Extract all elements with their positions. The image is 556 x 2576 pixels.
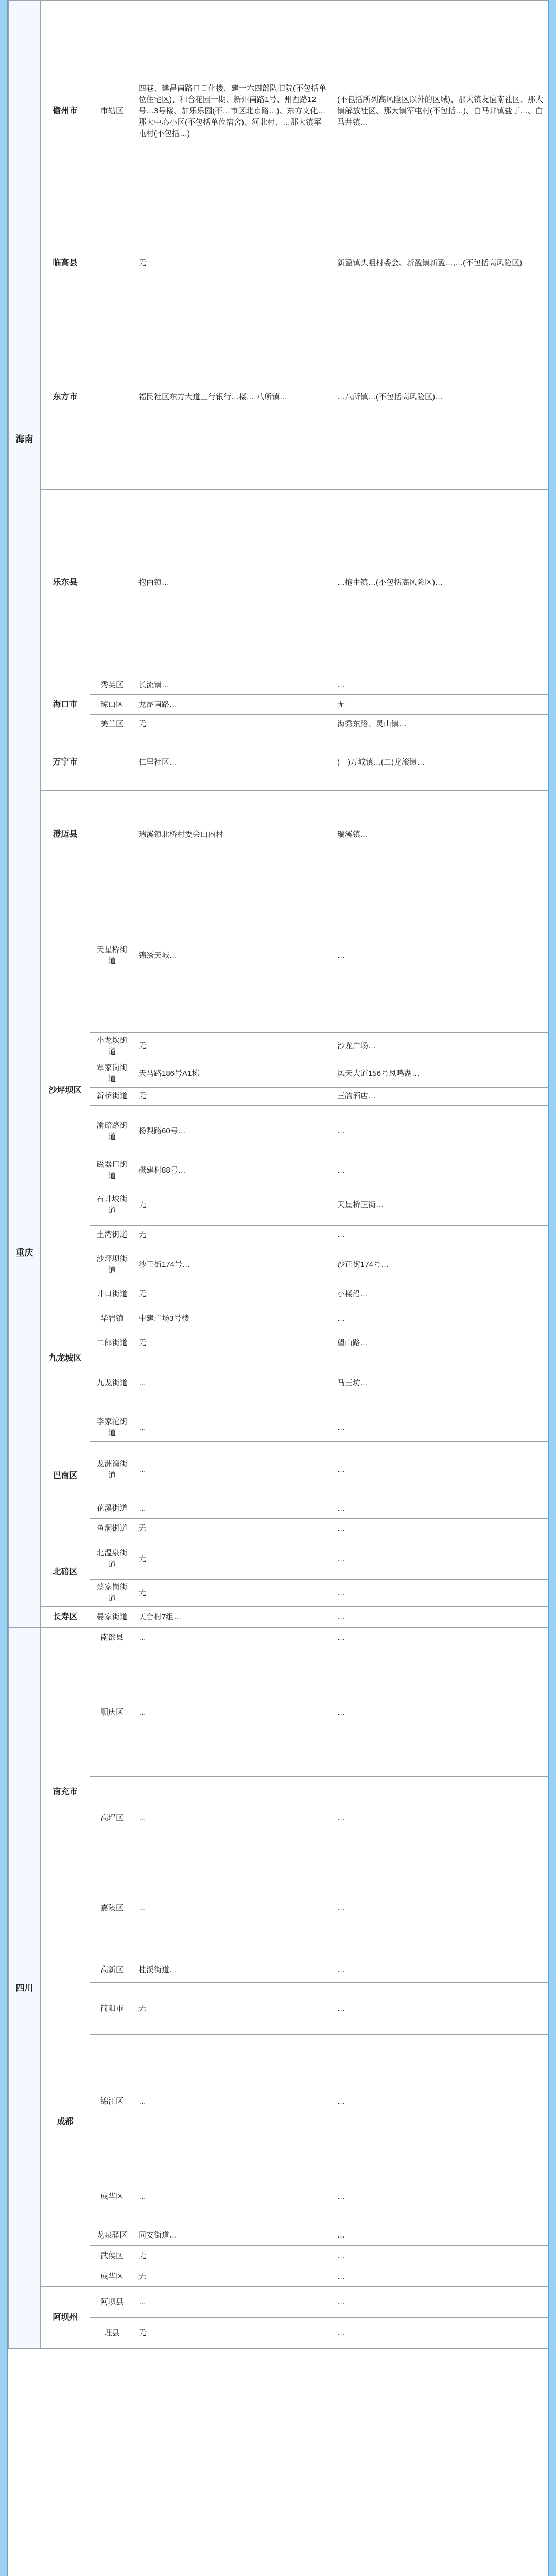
low-risk-cell: … xyxy=(333,1442,548,1498)
high-risk-cell: 无 xyxy=(134,1226,333,1244)
table-row xyxy=(9,715,548,734)
district-cell: 南部县 xyxy=(90,1628,134,1648)
district-cell xyxy=(90,734,134,791)
high-risk-cell: 无 xyxy=(134,2266,333,2287)
low-risk-cell: 沙龙广场… xyxy=(333,1033,548,1060)
table-row xyxy=(9,2225,548,2246)
high-risk-cell: … xyxy=(134,1648,333,1777)
table-row xyxy=(9,1648,548,1777)
low-risk-cell: … xyxy=(333,1538,548,1580)
district-cell: 顺庆区 xyxy=(90,1648,134,1777)
district-cell: 天星桥街道 xyxy=(90,878,134,1033)
high-risk-cell: … xyxy=(134,2287,333,2318)
high-risk-cell: 桂溪街道… xyxy=(134,1957,333,1983)
low-risk-cell: 无 xyxy=(333,695,548,715)
district-cell: 秀英区 xyxy=(90,675,134,695)
table-row xyxy=(9,2287,548,2318)
district-cell: 覃家岗街道 xyxy=(90,1060,134,1088)
district-cell: 蔡家岗街道 xyxy=(90,1580,134,1607)
table-row xyxy=(9,1352,548,1414)
high-risk-cell: 仁里社区… xyxy=(134,734,333,791)
city-cell: 乐东县 xyxy=(41,490,90,675)
table-row xyxy=(9,1033,548,1060)
district-cell: 小龙坎街道 xyxy=(90,1033,134,1060)
low-risk-cell: … xyxy=(333,1648,548,1777)
low-risk-cell: 沙正街174号… xyxy=(333,1244,548,1285)
high-risk-cell: … xyxy=(134,1498,333,1519)
district-cell: 龙洲湾街道 xyxy=(90,1442,134,1498)
low-risk-cell: 凤天大道156号凤鸣湖… xyxy=(333,1060,548,1088)
city-cell: 九龙坡区 xyxy=(41,1303,90,1414)
table-row xyxy=(9,1226,548,1244)
district-cell: 高坪区 xyxy=(90,1777,134,1859)
city-cell: 长寿区 xyxy=(41,1607,90,1628)
table-row xyxy=(9,1334,548,1352)
city-cell: 澄迈县 xyxy=(41,791,90,878)
district-cell: 新桥街道 xyxy=(90,1088,134,1106)
high-risk-cell: … xyxy=(134,1352,333,1414)
district-cell: 高新区 xyxy=(90,1957,134,1983)
table-row xyxy=(9,1607,548,1628)
high-risk-cell: 杨梨路60号… xyxy=(134,1106,333,1157)
table-row xyxy=(9,791,548,878)
province-cell: 海南 xyxy=(9,1,41,878)
city-cell: 临高县 xyxy=(41,222,90,304)
low-risk-cell: (不包括所列高风险区以外的区域)、那大镇友谊南社区、那大镇解放社区、那大镇军屯村(不包括…)、白马井镇盐丁…、白马井镇… xyxy=(333,1,548,222)
high-risk-cell: … xyxy=(134,2168,333,2225)
low-risk-cell: … xyxy=(333,2225,548,2246)
high-risk-cell: 磁建村88号… xyxy=(134,1157,333,1184)
low-risk-cell: 天星桥正街… xyxy=(333,1184,548,1226)
district-cell: 市辖区 xyxy=(90,1,134,222)
high-risk-cell: 长流镇… xyxy=(134,675,333,695)
province-cell: 重庆 xyxy=(9,878,41,1628)
high-risk-cell: … xyxy=(134,1442,333,1498)
high-risk-cell: … xyxy=(134,1777,333,1859)
table-row xyxy=(9,304,548,490)
district-cell: 九龙街道 xyxy=(90,1352,134,1414)
low-risk-cell: … xyxy=(333,1519,548,1538)
table-row xyxy=(9,1303,548,1334)
low-risk-cell: … xyxy=(333,1777,548,1859)
table-row xyxy=(9,1580,548,1607)
high-risk-cell: 无 xyxy=(134,2246,333,2266)
low-risk-cell: … xyxy=(333,1303,548,1334)
district-cell: 武侯区 xyxy=(90,2246,134,2266)
high-risk-cell: 无 xyxy=(134,1983,333,2035)
district-cell xyxy=(90,791,134,878)
table-row xyxy=(9,1414,548,1442)
high-risk-cell: … xyxy=(134,1628,333,1648)
table-row xyxy=(9,1983,548,2035)
district-cell: 嘉陵区 xyxy=(90,1859,134,1957)
high-risk-cell: 无 xyxy=(134,1184,333,1226)
district-cell: 华岩镇 xyxy=(90,1303,134,1334)
low-risk-cell: … xyxy=(333,2287,548,2318)
low-risk-cell: 马王坊… xyxy=(333,1352,548,1414)
district-cell: 磁器口街道 xyxy=(90,1157,134,1184)
low-risk-cell: … xyxy=(333,878,548,1033)
district-cell: 李家沱街道 xyxy=(90,1414,134,1442)
table-row xyxy=(9,1244,548,1285)
table-row xyxy=(9,1957,548,1983)
low-risk-cell: … xyxy=(333,1106,548,1157)
low-risk-cell: 小楼沿… xyxy=(333,1285,548,1303)
district-cell: 成华区 xyxy=(90,2266,134,2287)
high-risk-cell: 抱由镇… xyxy=(134,490,333,675)
low-risk-cell: …抱由镇…(不包括高风险区)… xyxy=(333,490,548,675)
high-risk-cell: … xyxy=(134,2035,333,2168)
district-cell: 简阳市 xyxy=(90,1983,134,2035)
low-risk-cell: … xyxy=(333,1607,548,1628)
table-row xyxy=(9,1060,548,1088)
table-row xyxy=(9,1519,548,1538)
table-row xyxy=(9,734,548,791)
high-risk-cell: 无 xyxy=(134,715,333,734)
table-row xyxy=(9,1538,548,1580)
district-cell: 花溪街道 xyxy=(90,1498,134,1519)
low-risk-cell: … xyxy=(333,2318,548,2349)
low-risk-cell: … xyxy=(333,1859,548,1957)
table-row xyxy=(9,1,548,222)
district-cell: 美兰区 xyxy=(90,715,134,734)
city-cell: 儋州市 xyxy=(41,1,90,222)
city-cell: 北碚区 xyxy=(41,1538,90,1607)
table-row xyxy=(9,1498,548,1519)
district-cell xyxy=(90,222,134,304)
high-risk-cell: 无 xyxy=(134,1285,333,1303)
table-row xyxy=(9,1157,548,1184)
table-row xyxy=(9,1777,548,1859)
high-risk-cell: … xyxy=(134,1414,333,1442)
table-row xyxy=(9,1088,548,1106)
city-cell: 阿坝州 xyxy=(41,2287,90,2349)
district-cell: 北温泉街道 xyxy=(90,1538,134,1580)
high-risk-cell: 沙正街174号… xyxy=(134,1244,333,1285)
high-risk-cell: 同安街道… xyxy=(134,2225,333,2246)
high-risk-cell: 无 xyxy=(134,2318,333,2349)
district-cell: 阿坝县 xyxy=(90,2287,134,2318)
city-cell: 成都 xyxy=(41,1957,90,2287)
document-frame xyxy=(7,0,549,2576)
high-risk-cell: 无 xyxy=(134,1580,333,1607)
low-risk-cell: … xyxy=(333,1580,548,1607)
district-cell: 沙坪坝街道 xyxy=(90,1244,134,1285)
low-risk-cell: 望山路… xyxy=(333,1334,548,1352)
high-risk-cell: … xyxy=(134,1859,333,1957)
low-risk-cell: … xyxy=(333,675,548,695)
table-row xyxy=(9,490,548,675)
district-cell: 石井坡街道 xyxy=(90,1184,134,1226)
table-row xyxy=(9,695,548,715)
low-risk-cell: … xyxy=(333,1498,548,1519)
low-risk-cell: … xyxy=(333,2035,548,2168)
high-risk-cell: 锦绣天城… xyxy=(134,878,333,1033)
high-risk-cell: 无 xyxy=(134,222,333,304)
low-risk-cell: 新盈镇头咀村委会、新盈镇新盈…,…(不包括高风险区) xyxy=(333,222,548,304)
low-risk-cell: … xyxy=(333,1628,548,1648)
table-row xyxy=(9,2035,548,2168)
district-cell: 渝碚路街道 xyxy=(90,1106,134,1157)
low-risk-cell: (一)万城镇…(二)龙滚镇… xyxy=(333,734,548,791)
high-risk-cell: 无 xyxy=(134,1519,333,1538)
low-risk-cell: … xyxy=(333,1414,548,1442)
table-row xyxy=(9,222,548,304)
low-risk-cell: 海秀东路、灵山镇… xyxy=(333,715,548,734)
city-cell: 南充市 xyxy=(41,1628,90,1957)
high-risk-cell: 中建广场3号楼 xyxy=(134,1303,333,1334)
high-risk-cell: 天台村7组… xyxy=(134,1607,333,1628)
high-risk-cell: 龙昆南路… xyxy=(134,695,333,715)
low-risk-cell: … xyxy=(333,2168,548,2225)
low-risk-cell: …八所镇…(不包括高风险区)… xyxy=(333,304,548,490)
low-risk-cell: 瑞溪镇… xyxy=(333,791,548,878)
district-cell: 锦江区 xyxy=(90,2035,134,2168)
city-cell: 万宁市 xyxy=(41,734,90,791)
table-row xyxy=(9,1106,548,1157)
table-row xyxy=(9,1859,548,1957)
high-risk-cell: 福民社区东方大道工行银行…楼,…八所镇… xyxy=(134,304,333,490)
table-row xyxy=(9,675,548,695)
high-risk-cell: 无 xyxy=(134,1033,333,1060)
table-row xyxy=(9,1285,548,1303)
high-risk-cell: 无 xyxy=(134,1088,333,1106)
low-risk-cell: … xyxy=(333,2266,548,2287)
high-risk-cell: 无 xyxy=(134,1334,333,1352)
district-cell xyxy=(90,304,134,490)
district-cell: 琼山区 xyxy=(90,695,134,715)
city-cell: 海口市 xyxy=(41,675,90,734)
district-cell: 土湾街道 xyxy=(90,1226,134,1244)
table-row xyxy=(9,1184,548,1226)
low-risk-cell: … xyxy=(333,1983,548,2035)
high-risk-cell: 四巷、建昌南路口日化楼、建一六四部队旧院(不包括单位住宅区)、和合花园一期、新州南路1号、州西路12号…3号楼、加乐乐园(不…市区北京路…)、东方文化…那大中心小区(不包括单位宿舍)、河北村、…那大镇军屯村(不包括…) xyxy=(134,1,333,222)
city-cell: 东方市 xyxy=(41,304,90,490)
low-risk-cell: … xyxy=(333,1957,548,1983)
table-row xyxy=(9,2318,548,2349)
province-cell: 四川 xyxy=(9,1628,41,2349)
district-cell xyxy=(90,490,134,675)
table-row xyxy=(9,878,548,1033)
city-cell: 巴南区 xyxy=(41,1414,90,1538)
low-risk-cell: … xyxy=(333,1157,548,1184)
low-risk-cell: … xyxy=(333,1226,548,1244)
district-cell: 鱼洞街道 xyxy=(90,1519,134,1538)
district-cell: 成华区 xyxy=(90,2168,134,2225)
district-cell: 晏家街道 xyxy=(90,1607,134,1628)
district-cell: 理县 xyxy=(90,2318,134,2349)
table-row xyxy=(9,1628,548,1648)
high-risk-cell: 瑞溪镇北桥村委会山内村 xyxy=(134,791,333,878)
district-cell: 井口街道 xyxy=(90,1285,134,1303)
table-row xyxy=(9,2168,548,2225)
table-row xyxy=(9,1442,548,1498)
table-row xyxy=(9,2246,548,2266)
high-risk-cell: 无 xyxy=(134,1538,333,1580)
table-row xyxy=(9,2266,548,2287)
low-risk-cell: … xyxy=(333,2246,548,2266)
high-risk-cell: 天马路186号A1栋 xyxy=(134,1060,333,1088)
low-risk-cell: 三韵酒店… xyxy=(333,1088,548,1106)
city-cell: 沙坪坝区 xyxy=(41,878,90,1303)
district-cell: 二郎街道 xyxy=(90,1334,134,1352)
risk-area-table xyxy=(8,0,548,2349)
district-cell: 龙泉驿区 xyxy=(90,2225,134,2246)
